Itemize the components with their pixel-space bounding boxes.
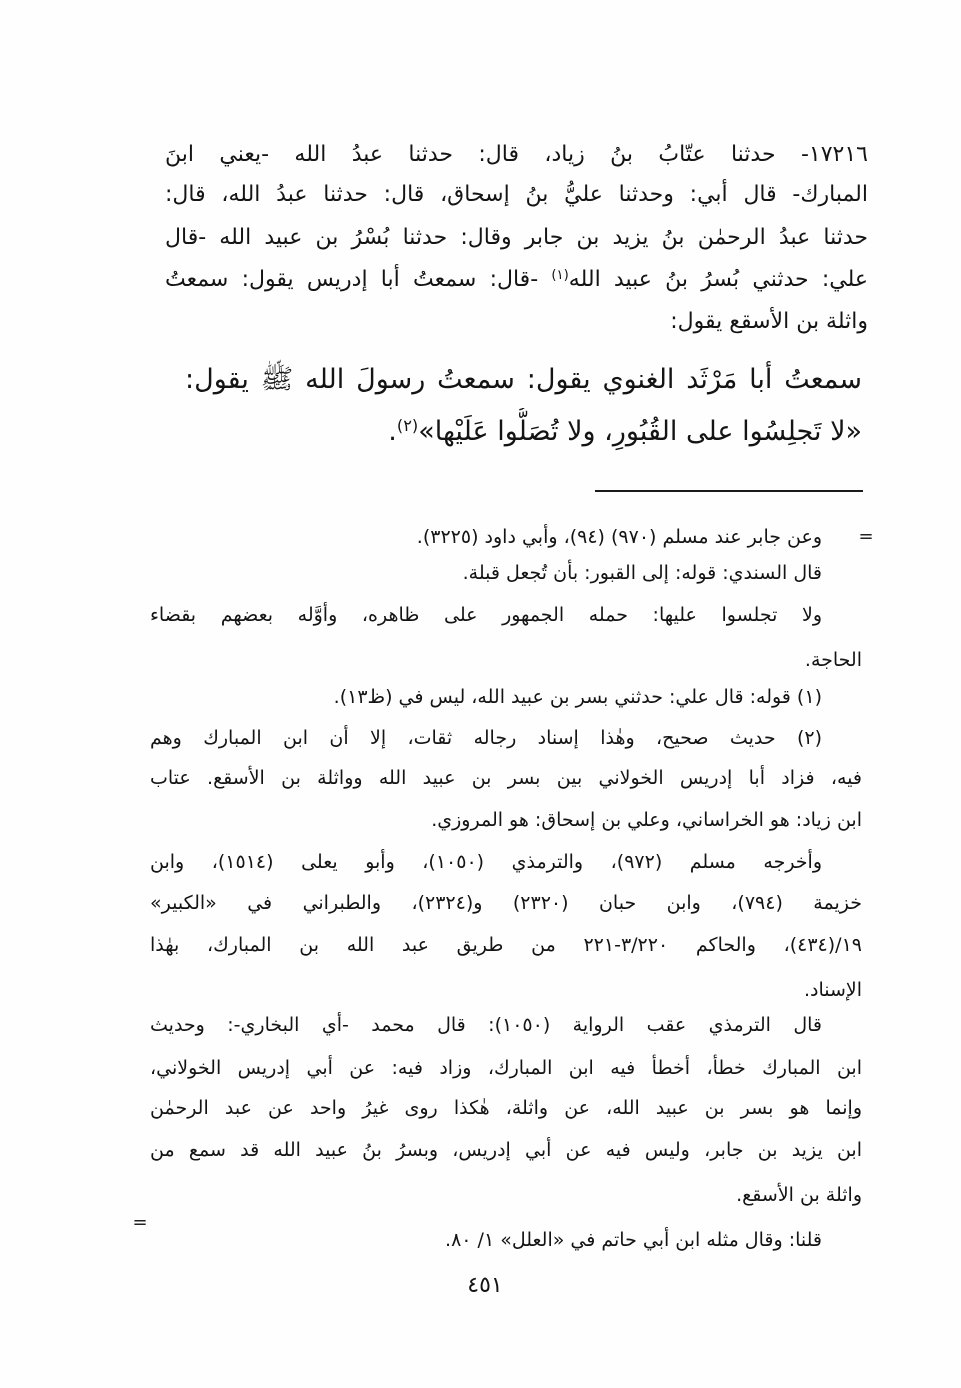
footnote-2-line: ابن زياد: هو الخراساني، وعلي بن إسحاق: هو المروزي. — [431, 809, 862, 831]
footnote-2-line: خزيمة (٧٩٤)، وابن حبان (٢٣٢٠) و(٢٣٢٤)، والطبراني في «الكبير» — [150, 892, 862, 914]
isnad-line: المبارك- قال أبي: وحدثنا عليُّ بنُ إسحاق، قال: حدثنا عبدُ الله، قال: — [165, 182, 868, 207]
footnote-2-line: وإنما هو بسر بن عبيد الله، عن واثلة، هٰكذا روى غيرُ واحد عن عبد الرحمٰن — [150, 1097, 862, 1119]
isnad-line — [165, 260, 868, 300]
hadith-line — [185, 408, 862, 456]
footnote-2-line: قال الترمذي عقب الرواية (١٠٥٠): قال محمد -أي البخاري-: وحديث — [150, 1014, 822, 1036]
footnote-ref-1: (١) — [551, 267, 569, 283]
footnote-2-line: (٢) حديث صحيح، وهٰذا إسناد رجاله ثقات، إلا أن ابن المبارك وهم — [150, 727, 822, 749]
footnote-ref-2: (٢) — [396, 416, 419, 436]
isnad-text-segment: -قال: سمعتُ أبا إدريس يقول: سمعتُ — [165, 267, 552, 292]
footnote-2-line: ابن يزيد بن جابر، وليس فيه عن أبي إدريس، وبسرُ بنُ عبيد الله قد سمع من — [150, 1139, 862, 1161]
footnote-2-line: وأخرجه مسلم (٩٧٢)، والترمذي (١٠٥٠)، وأبو يعلى (١٥١٤)، وابن — [150, 851, 822, 873]
footnote-2-line: ابن المبارك خطأ، أخطأ فيه ابن المبارك، وزاد فيه: عن أبي إدريس الخولاني، — [150, 1057, 862, 1079]
isnad-line: حدثنا عبدُ الرحمٰن بنُ يزيد بن جابر وقال: حدثنا بُسْرُ بن عبيد الله -قال — [165, 225, 868, 250]
footnote-line: ولا تجلسوا عليها: حمله الجمهور على ظاهره، وأوَّله بعضهم بقضاء — [150, 604, 822, 626]
hadith-text-segment: «لا تَجلِسُوا على القُبُورِ، ولا تُصَلُّوا عَلَيْها» — [418, 416, 862, 447]
footnote-2-line: ١٩/(٤٣٤)، والحاكم ٣/٢٢٠-٢٢١ من طريق عبد الله بن المبارك، بهٰذا — [150, 934, 862, 956]
hadith-line: سمعتُ أبا مَرْثَد الغنوي يقول: سمعتُ رسولَ الله ﷺ يقول: — [185, 364, 862, 395]
footnote-line: وعن جابر عند مسلم (٩٧٠) (٩٤)، وأبي داود (٣٢٢٥). — [416, 526, 822, 548]
footnote-line: قال السندي: قوله: إلى القبور: بأن تُجعل قبلة. — [462, 562, 822, 584]
isnad-line: واثلة بن الأسقع يقول: — [670, 309, 868, 334]
isnad-line: ١٧٢١٦- حدثنا عتّابُ بنُ زياد، قال: حدثنا عبدُ الله -يعني ابنَ — [165, 142, 868, 167]
footnote-line: الحاجة. — [804, 649, 862, 671]
page-number: ٤٥١ — [467, 1273, 503, 1298]
footnote-1: (١) قوله: قال علي: حدثني بسر بن عبيد الله، ليس في (ظ١٣). — [333, 686, 822, 708]
footnote-2-line: الإسناد. — [803, 979, 862, 1001]
footnote-2-line: قلنا: وقال مثله ابن أبي حاتم في «العلل» ١/ ٨٠. — [445, 1229, 822, 1251]
continuation-mark: = — [858, 526, 874, 547]
isnad-text-segment: علي: حدثني بُسرُ بنُ عبيد الله — [568, 267, 868, 292]
footnote-2-line: فيه، فزاد أبا إدريس الخولاني بين بسر بن عبيد الله وواثلة بن الأسقع. عتاب — [150, 767, 862, 789]
footnote-separator — [595, 490, 863, 492]
hadith-text-segment: . — [388, 416, 397, 447]
continuation-mark: = — [132, 1212, 148, 1233]
footnote-2-line: واثلة بن الأسقع. — [736, 1184, 862, 1206]
